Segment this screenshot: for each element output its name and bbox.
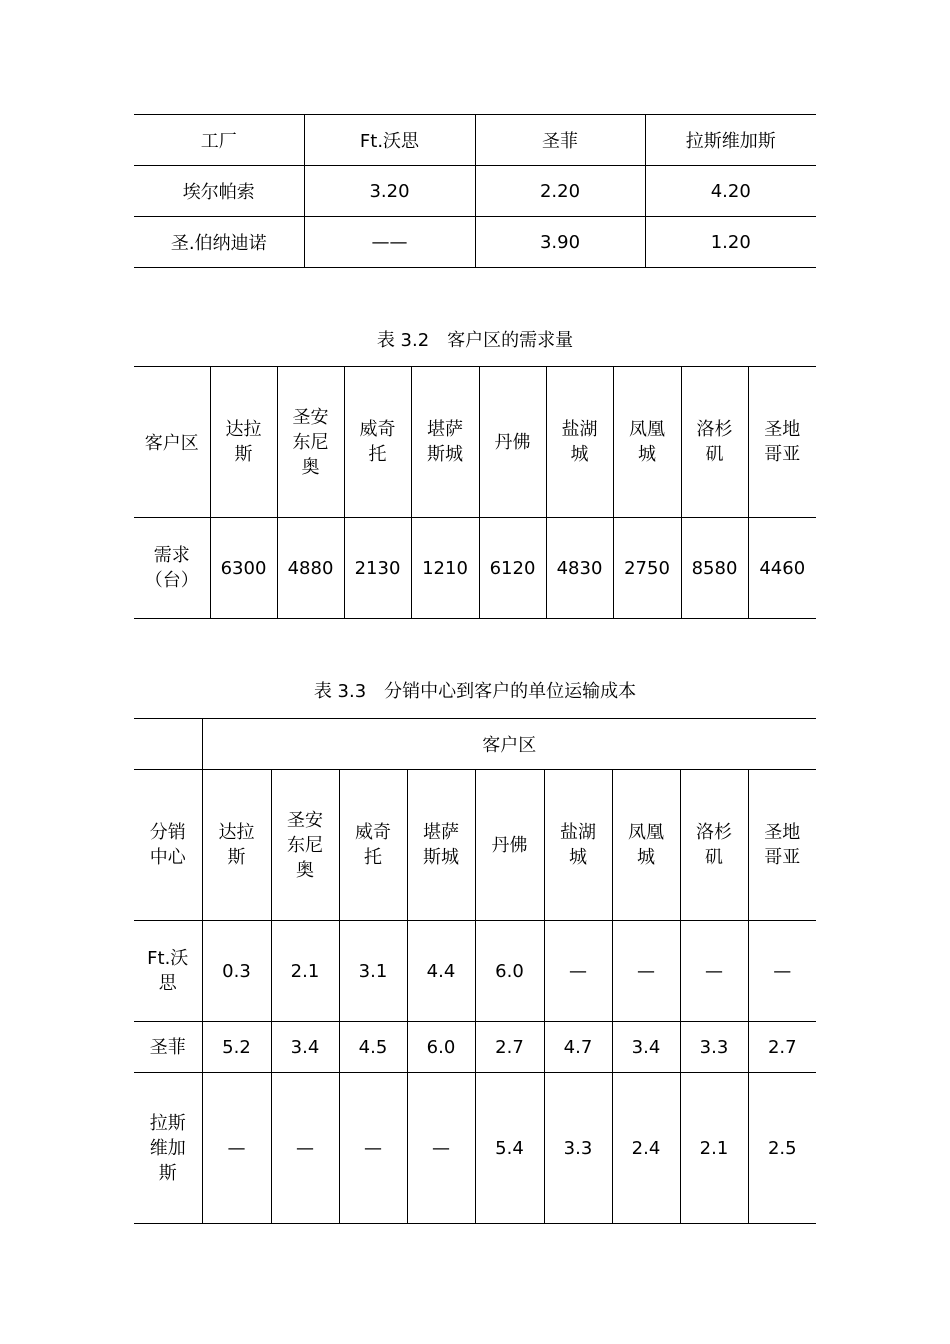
row-label-line: 拉斯 (149, 1112, 186, 1134)
row-label (134, 1022, 202, 1073)
region-header (344, 367, 411, 518)
table-cell: 4830 (546, 518, 613, 619)
row-label (134, 518, 210, 619)
group-header: 客户区 (202, 719, 816, 770)
region-name-line: 城 (570, 444, 589, 465)
table-header-row (134, 719, 816, 770)
header-cell: Ft.沃思 (304, 115, 475, 166)
region-name-line: 圣地 (764, 419, 801, 440)
region-name-line: 达拉 (225, 419, 262, 440)
table-cell: 2.1 (680, 1073, 748, 1224)
region-name-line: 奥 (296, 859, 314, 881)
table-cell: 4.4 (407, 921, 475, 1022)
table-row (134, 1022, 816, 1073)
table-cell: 3.3 (680, 1022, 748, 1073)
row-label-line: 思 (158, 973, 177, 994)
row-header (134, 770, 202, 921)
region-header (748, 367, 816, 518)
table-row (134, 921, 816, 1022)
row-label (134, 921, 202, 1022)
region-header (210, 367, 277, 518)
region-name-line: 洛杉 (696, 419, 733, 440)
region-header (475, 770, 544, 921)
region-name-line: 斯 (227, 847, 246, 868)
region-header (277, 367, 344, 518)
table-cell: 8580 (681, 518, 748, 619)
table-cell: 3.4 (271, 1022, 339, 1073)
header-cell: 拉斯维加斯 (645, 115, 816, 166)
table-cell: 4880 (277, 518, 344, 619)
table-cell: 1210 (411, 518, 479, 619)
row-header-line: 分销 (149, 822, 186, 843)
region-name-line: 圣安 (292, 406, 329, 428)
table-header-row (134, 770, 816, 921)
region-name-line: 哥亚 (764, 847, 801, 868)
table-cell: 2.1 (271, 921, 339, 1022)
table-cell: 5.2 (202, 1022, 271, 1073)
table-cell: 6120 (479, 518, 546, 619)
region-name-line: 堪萨 (427, 419, 463, 440)
region-header (544, 770, 612, 921)
region-header (680, 770, 748, 921)
region-name-line: 矶 (705, 444, 724, 465)
region-name-line: 盐湖 (561, 419, 598, 440)
table-cell: 2.5 (748, 1073, 816, 1224)
region-name-line: 威奇 (355, 822, 391, 843)
region-name-line: 托 (364, 847, 382, 868)
region-header (407, 770, 475, 921)
table-cell: — (748, 921, 816, 1022)
table-row (134, 166, 816, 217)
region-name-line: 达拉 (218, 822, 255, 843)
region-name-line: 威奇 (359, 419, 396, 440)
row-label-line: （台） (144, 570, 199, 591)
table-row (134, 1073, 816, 1224)
table-cell: 5.4 (475, 1073, 544, 1224)
table-cell: 2750 (613, 518, 681, 619)
region-header (411, 367, 479, 518)
region-header (613, 367, 681, 518)
table-cell: — (612, 921, 680, 1022)
table-cell: — (339, 1073, 407, 1224)
region-header (339, 770, 407, 921)
table-row (134, 217, 816, 268)
distribution-cost-table (134, 718, 816, 1224)
table-cell: — (680, 921, 748, 1022)
table-row (134, 518, 816, 619)
table-cell: 3.3 (544, 1073, 612, 1224)
table-cell: —— (304, 217, 475, 268)
table-cell: 1.20 (645, 217, 816, 268)
region-name-line: 哥亚 (764, 444, 801, 465)
table-cell: 4.20 (645, 166, 816, 217)
region-name-line: 城 (638, 444, 656, 465)
header-cell: 客户区 (134, 367, 210, 518)
region-header (546, 367, 613, 518)
region-name-line: 洛杉 (696, 822, 732, 843)
row-label-line: 圣菲 (149, 1036, 186, 1058)
table-cell: 3.1 (339, 921, 407, 1022)
row-header-line: 中心 (149, 847, 186, 868)
row-label-line: 维加 (149, 1137, 186, 1159)
region-name-line: 斯城 (423, 847, 459, 868)
region-name-line: 凤凰 (629, 419, 665, 440)
table-cell: 6.0 (475, 921, 544, 1022)
table-cell: 3.20 (304, 166, 475, 217)
table-header-row (134, 115, 816, 166)
table-cell: — (271, 1073, 339, 1224)
row-label-line: Ft.沃 (147, 948, 189, 969)
table-cell: 2130 (344, 518, 411, 619)
region-name-line: 斯 (234, 444, 253, 465)
table-cell: 3.90 (475, 217, 645, 268)
table-cell: — (202, 1073, 271, 1224)
region-name-line: 奥 (301, 456, 320, 478)
region-name-line: 托 (368, 444, 387, 465)
region-header (612, 770, 680, 921)
table-cell: — (407, 1073, 475, 1224)
region-name-line: 丹佛 (491, 834, 528, 856)
region-name-line: 丹佛 (494, 431, 531, 453)
region-name-line: 东尼 (287, 834, 323, 856)
region-name-line: 盐湖 (560, 822, 596, 843)
region-name-line: 凤凰 (628, 822, 664, 843)
table-cell: 2.4 (612, 1073, 680, 1224)
empty-corner-cell (134, 719, 202, 770)
row-label (134, 1073, 202, 1224)
table-cell: — (544, 921, 612, 1022)
region-header (681, 367, 748, 518)
header-cell: 工厂 (134, 115, 304, 166)
region-name-line: 矶 (705, 847, 723, 868)
header-cell: 圣菲 (475, 115, 645, 166)
region-header (748, 770, 816, 921)
region-header (202, 770, 271, 921)
region-header (479, 367, 546, 518)
table-caption: 表 3.3 分销中心到客户的单位运输成本 (313, 681, 637, 702)
region-name-line: 东尼 (292, 431, 329, 453)
table-cell: 3.4 (612, 1022, 680, 1073)
table-header-row (134, 367, 816, 518)
region-name-line: 城 (637, 847, 655, 868)
row-label: 埃尔帕索 (134, 166, 304, 217)
row-label-line: 需求 (153, 545, 190, 566)
region-name-line: 堪萨 (423, 822, 459, 843)
table-cell: 2.20 (475, 166, 645, 217)
table-cell: 6.0 (407, 1022, 475, 1073)
table-cell: 2.7 (748, 1022, 816, 1073)
table-caption: 表 3.2 客户区的需求量 (376, 330, 574, 351)
row-label: 圣.伯纳迪诺 (134, 217, 304, 268)
table-cell: 2.7 (475, 1022, 544, 1073)
table-cell: 4.7 (544, 1022, 612, 1073)
factory-cost-table (134, 114, 816, 268)
row-label-line: 斯 (158, 1162, 177, 1184)
demand-table (134, 366, 816, 619)
table-cell: 4.5 (339, 1022, 407, 1073)
table-cell: 0.3 (202, 921, 271, 1022)
table-cell: 4460 (748, 518, 816, 619)
region-name-line: 斯城 (427, 444, 463, 465)
region-name-line: 圣地 (764, 822, 801, 843)
region-header (271, 770, 339, 921)
table-cell: 6300 (210, 518, 277, 619)
region-name-line: 城 (569, 847, 587, 868)
region-name-line: 圣安 (287, 809, 323, 831)
